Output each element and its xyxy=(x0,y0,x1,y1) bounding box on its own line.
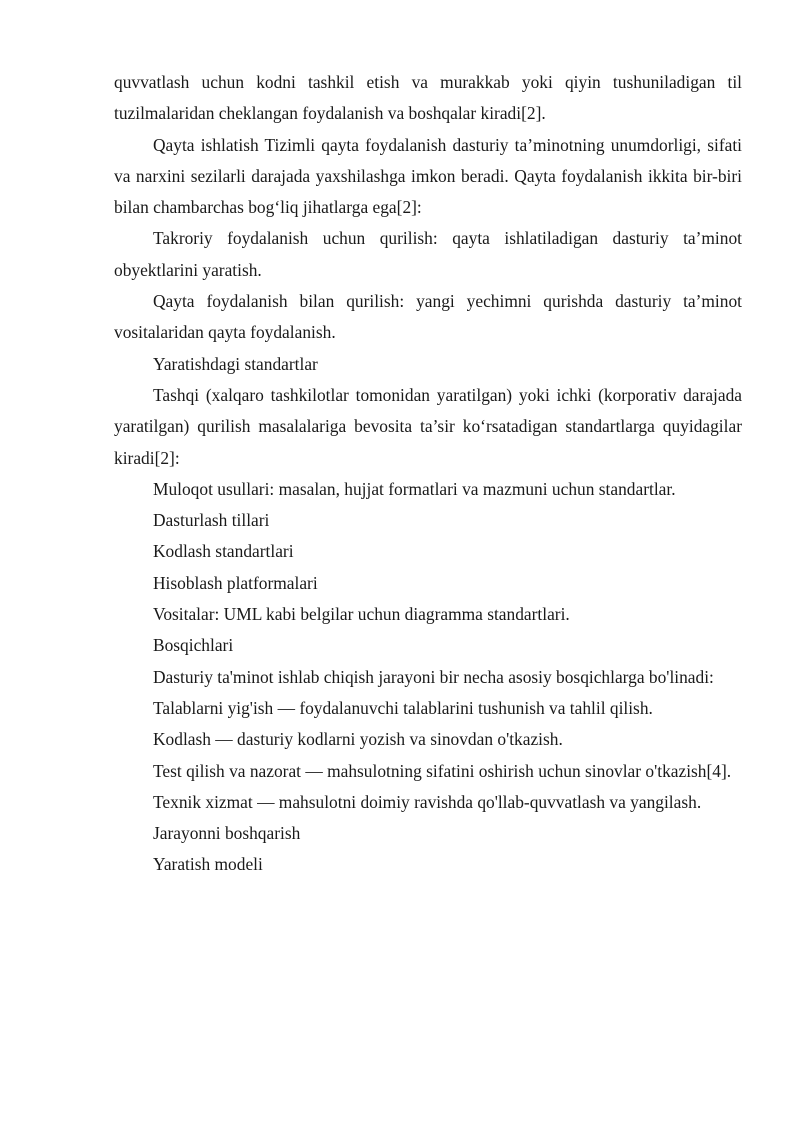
heading-creation-model: Yaratish modeli xyxy=(153,854,263,875)
paragraph-reuse-intro: Qayta ishlatish Tizimli qayta foydalanish dasturiy ta’minotning unumdorligi, sifati va narxini sezilarli darajada yaxshilashga imkon beradi. Qayta foydalanish ikkita bir-biri bilan chambarchas bog‘liq jihatlarga ega[2]: xyxy=(114,134,742,218)
heading-stages: Bosqichlari xyxy=(153,635,234,656)
heading-standards: Yaratishdagi standartlar xyxy=(153,353,318,374)
list-item-testing: Test qilish va nazorat — mahsulotning sifatini oshirish uchun sinovlar o'tkazish[4]. xyxy=(153,760,732,781)
list-item-coding-standards: Kodlash standartlari xyxy=(153,541,294,562)
list-item-communication-methods: Muloqot usullari: masalan, hujjat formatlari va mazmuni uchun standartlar. xyxy=(153,478,676,499)
list-item-requirements: Talablarni yig'ish — foydalanuvchi talablarini tushunish va tahlil qilish. xyxy=(153,697,653,718)
list-item-programming-languages: Dasturlash tillari xyxy=(153,510,270,531)
paragraph-stages-intro: Dasturiy ta'minot ishlab chiqish jarayoni bir necha asosiy bosqichlarga bo'linadi: xyxy=(153,666,714,687)
list-item-computing-platforms: Hisoblash platformalari xyxy=(153,572,318,593)
paragraph-build-for-reuse: Takroriy foydalanish uchun qurilish: qayta ishlatiladigan dasturiy ta’minot obyektlarini yaratish. xyxy=(114,228,742,280)
paragraph-continuation: quvvatlash uchun kodni tashkil etish va murakkab yoki qiyin tushuniladigan til tuzilmalaridan cheklangan foydalanish va boshqalar kiradi[2]. xyxy=(114,72,742,124)
heading-process-management: Jarayonni boshqarish xyxy=(153,823,301,844)
document-page xyxy=(114,67,742,881)
list-item-coding: Kodlash — dasturiy kodlarni yozish va sinovdan o'tkazish. xyxy=(153,729,563,750)
paragraph-build-with-reuse: Qayta foydalanish bilan qurilish: yangi yechimni qurishda dasturiy ta’minot vositalaridan qayta foydalanish. xyxy=(114,291,742,343)
list-item-maintenance: Texnik xizmat — mahsulotni doimiy ravishda qo'llab-quvvatlash va yangilash. xyxy=(153,791,702,812)
paragraph-standards-intro: Tashqi (xalqaro tashkilotlar tomonidan yaratilgan) yoki ichki (korporativ darajada yaratilgan) qurilish masalalariga bevosita ta’sir ko‘rsatadigan standartlarga quyidagilar kiradi[2]: xyxy=(114,384,742,468)
list-item-tools: Vositalar: UML kabi belgilar uchun diagramma standartlari. xyxy=(153,604,570,625)
